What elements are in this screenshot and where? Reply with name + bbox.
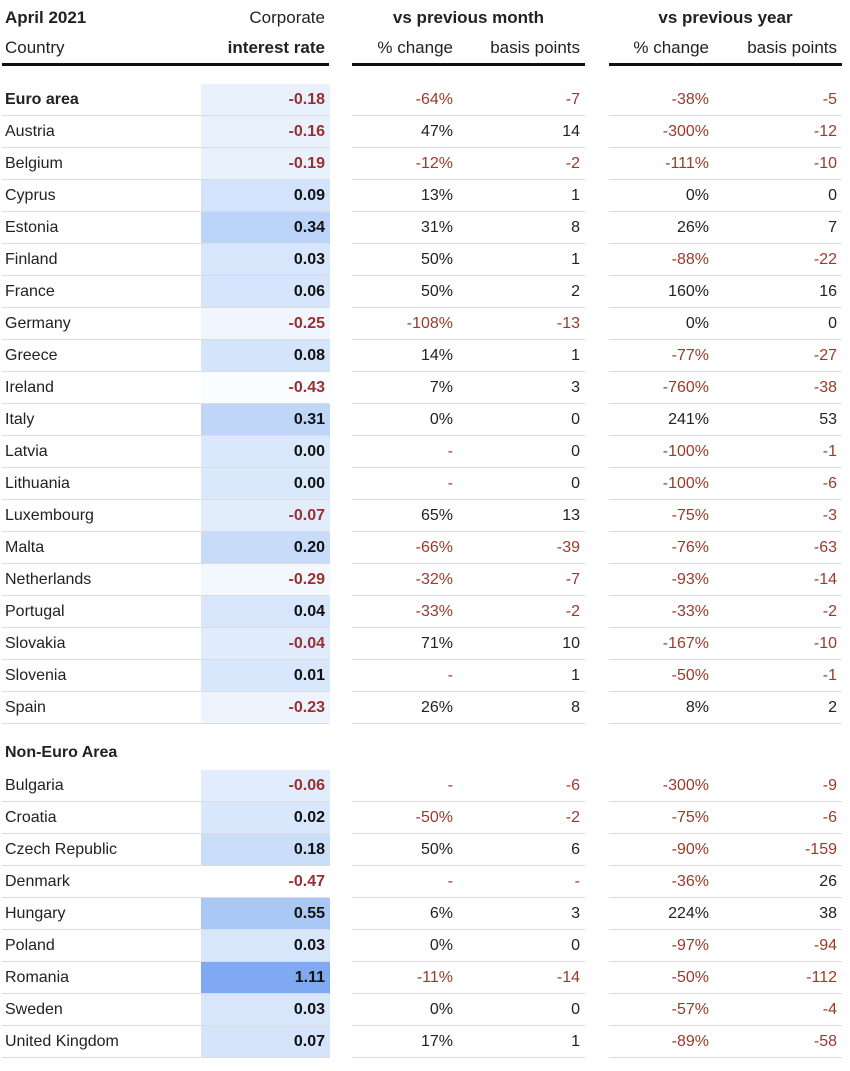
month-pct-change: 0%: [429, 411, 453, 428]
table-row: [0, 532, 850, 564]
row-divider-month: [352, 1057, 585, 1058]
year-basis-points: -94: [813, 937, 837, 954]
month-basis-points: 2: [571, 283, 580, 300]
month-pct-change: -: [447, 667, 453, 684]
year-basis-points: 2: [828, 699, 837, 716]
year-pct-change: -75%: [671, 507, 709, 524]
row-divider-left: [2, 1057, 329, 1058]
country-name: France: [5, 283, 55, 300]
interest-rate: 0.06: [293, 283, 325, 300]
table-row: [0, 372, 850, 404]
header-rule-left: [2, 63, 329, 66]
row-divider-year: [609, 723, 842, 724]
month-pct-change: 50%: [420, 841, 453, 858]
month-basis-points-header: basis points: [490, 38, 580, 57]
table-row: [0, 212, 850, 244]
country-name: Euro area: [5, 91, 79, 108]
rate-header-line1: Corporate: [249, 8, 325, 27]
country-name: Italy: [5, 411, 35, 428]
interest-rate: 0.34: [293, 219, 325, 236]
interest-rate: -0.04: [288, 635, 325, 652]
country-name: Slovakia: [5, 635, 66, 652]
month-pct-change: 65%: [420, 507, 453, 524]
month-pct-change: 7%: [429, 379, 453, 396]
month-pct-change: 50%: [420, 251, 453, 268]
country-name: Poland: [5, 937, 55, 954]
month-basis-points: 1: [571, 187, 580, 204]
table-row: [0, 628, 850, 660]
year-pct-change: -90%: [671, 841, 709, 858]
country-name: Czech Republic: [5, 841, 118, 858]
table-row: [0, 866, 850, 898]
month-basis-points: 1: [571, 347, 580, 364]
country-name: Croatia: [5, 809, 57, 826]
interest-rate: 0.09: [293, 187, 325, 204]
interest-rate: 0.18: [293, 841, 325, 858]
table-row: [0, 770, 850, 802]
table-row: [0, 802, 850, 834]
interest-rate: -0.07: [288, 507, 325, 524]
country-name: Greece: [5, 347, 58, 364]
interest-rate: -0.29: [288, 571, 325, 588]
year-basis-points: 26: [819, 873, 837, 890]
country-column-header: Country: [5, 38, 65, 57]
interest-rate: -0.16: [288, 123, 325, 140]
country-name: Malta: [5, 539, 45, 556]
year-basis-points: 53: [819, 411, 837, 428]
year-pct-change: -100%: [662, 475, 709, 492]
month-basis-points: 0: [571, 937, 580, 954]
year-pct-change: 26%: [676, 219, 709, 236]
table-row: [0, 84, 850, 116]
country-name: Cyprus: [5, 187, 56, 204]
year-basis-points: 0: [828, 187, 837, 204]
year-basis-points: -63: [813, 539, 837, 556]
country-name: Slovenia: [5, 667, 67, 684]
month-basis-points: 0: [571, 1001, 580, 1018]
table-row: [0, 1026, 850, 1058]
country-name: Romania: [5, 969, 70, 986]
month-pct-change: -33%: [415, 603, 453, 620]
vs-previous-year-header: vs previous year: [658, 8, 793, 27]
table-row: [0, 244, 850, 276]
table-row: [0, 148, 850, 180]
table-row: [0, 994, 850, 1026]
row-divider-month: [352, 723, 585, 724]
month-pct-change: -12%: [415, 155, 453, 172]
month-pct-change: 0%: [429, 1001, 453, 1018]
month-pct-change: -32%: [415, 571, 453, 588]
month-basis-points: 8: [571, 699, 580, 716]
year-basis-points: -2: [822, 603, 837, 620]
year-basis-points: -4: [822, 1001, 837, 1018]
month-basis-points: 13: [562, 507, 580, 524]
year-basis-points: -5: [822, 91, 837, 108]
month-basis-points: -7: [565, 571, 580, 588]
year-basis-points: -1: [822, 443, 837, 460]
month-pct-change: 50%: [420, 283, 453, 300]
year-basis-points: -6: [822, 809, 837, 826]
month-pct-change: -50%: [415, 809, 453, 826]
month-basis-points: 10: [562, 635, 580, 652]
year-pct-change: -36%: [671, 873, 709, 890]
year-pct-change: -111%: [665, 155, 709, 172]
country-name: Portugal: [5, 603, 65, 620]
table-row: [0, 692, 850, 724]
month-basis-points: -14: [556, 969, 580, 986]
country-name: Ireland: [5, 379, 54, 396]
month-pct-change: 6%: [429, 905, 453, 922]
month-pct-change: 0%: [429, 937, 453, 954]
table-row: [0, 930, 850, 962]
table-row: [0, 596, 850, 628]
vs-previous-month-header: vs previous month: [392, 8, 545, 27]
table-row: [0, 276, 850, 308]
year-basis-points: -14: [813, 571, 837, 588]
interest-rate: -0.47: [288, 873, 325, 890]
month-basis-points: 3: [571, 905, 580, 922]
month-pct-change: -: [447, 873, 453, 890]
interest-rate: 0.08: [293, 347, 325, 364]
year-basis-points: -27: [813, 347, 837, 364]
country-name: Finland: [5, 251, 58, 268]
header-rule-month: [352, 63, 585, 66]
interest-rate: 0.01: [293, 667, 325, 684]
month-basis-points: 14: [562, 123, 580, 140]
interest-rate: 0.31: [293, 411, 325, 428]
month-pct-change: -: [447, 475, 453, 492]
interest-rate: -0.43: [288, 379, 325, 396]
month-pct-change: -: [447, 777, 453, 794]
year-basis-points: -38: [813, 379, 837, 396]
month-pct-change: 17%: [420, 1033, 453, 1050]
table-row: [0, 340, 850, 372]
year-pct-change: -57%: [671, 1001, 709, 1018]
year-pct-change: -760%: [662, 379, 709, 396]
year-pct-change: -50%: [671, 969, 709, 986]
month-pct-change: 31%: [420, 219, 453, 236]
month-pct-change: -11%: [416, 969, 453, 986]
year-basis-points: -10: [813, 635, 837, 652]
year-basis-points: -10: [813, 155, 837, 172]
month-basis-points: -6: [565, 777, 580, 794]
table-row: [0, 468, 850, 500]
interest-rate: 0.03: [293, 1001, 325, 1018]
month-basis-points: -13: [556, 315, 580, 332]
table-row: [0, 116, 850, 148]
year-pct-change: -75%: [671, 809, 709, 826]
month-basis-points: -7: [565, 91, 580, 108]
year-basis-points: -1: [822, 667, 837, 684]
month-pct-change: -66%: [415, 539, 453, 556]
month-basis-points: -2: [565, 809, 580, 826]
year-basis-points: 7: [828, 219, 837, 236]
country-name: Hungary: [5, 905, 66, 922]
year-basis-points: 38: [819, 905, 837, 922]
interest-rate: 0.03: [293, 937, 325, 954]
month-basis-points: -: [574, 873, 580, 890]
country-name: Belgium: [5, 155, 63, 172]
month-basis-points: 0: [571, 411, 580, 428]
month-basis-points: 1: [571, 1033, 580, 1050]
country-name: Denmark: [5, 873, 70, 890]
month-basis-points: -2: [565, 155, 580, 172]
table-row: [0, 962, 850, 994]
table-row: [0, 898, 850, 930]
month-pct-change: -108%: [406, 315, 453, 332]
year-pct-change: -100%: [662, 443, 709, 460]
year-basis-points: -58: [813, 1033, 837, 1050]
month-basis-points: 1: [571, 667, 580, 684]
table-row: [0, 308, 850, 340]
year-pct-change: -50%: [671, 667, 709, 684]
year-pct-change: 241%: [668, 411, 709, 428]
year-pct-change: -167%: [662, 635, 709, 652]
rate-header-line2: interest rate: [227, 38, 325, 57]
country-name: United Kingdom: [5, 1033, 119, 1050]
interest-rate: -0.18: [288, 91, 325, 108]
month-pct-change: 71%: [420, 635, 453, 652]
interest-rate: 0.20: [293, 539, 325, 556]
table-row: [0, 436, 850, 468]
country-name: Germany: [5, 315, 71, 332]
interest-rate: -0.23: [288, 699, 325, 716]
month-pct-change: -: [447, 443, 453, 460]
month-basis-points: 6: [571, 841, 580, 858]
year-pct-change: -77%: [671, 347, 709, 364]
year-pct-change: 0%: [685, 315, 709, 332]
table-row: [0, 404, 850, 436]
interest-rate: 0.02: [293, 809, 325, 826]
month-basis-points: 3: [571, 379, 580, 396]
interest-rate: 0.00: [293, 475, 325, 492]
year-basis-points: -6: [822, 475, 837, 492]
country-name: Lithuania: [5, 475, 70, 492]
year-pct-change: 224%: [668, 905, 709, 922]
interest-rate: -0.25: [288, 315, 325, 332]
table-row: [0, 180, 850, 212]
month-pct-change: -64%: [415, 91, 453, 108]
year-pct-change: -93%: [671, 571, 709, 588]
year-pct-change: 160%: [668, 283, 709, 300]
year-pct-change: -300%: [662, 123, 709, 140]
section-title: Non-Euro Area: [5, 744, 118, 761]
interest-rate: 0.07: [293, 1033, 325, 1050]
year-basis-points: 0: [828, 315, 837, 332]
interest-rate: 0.04: [293, 603, 325, 620]
header-rule-year: [609, 63, 842, 66]
table-row: [0, 660, 850, 692]
year-pct-change: -89%: [671, 1033, 709, 1050]
year-basis-points: -112: [806, 969, 837, 986]
interest-rate: -0.06: [288, 777, 325, 794]
period-label: April 2021: [5, 8, 87, 27]
year-pct-change: 0%: [685, 187, 709, 204]
year-basis-points: -3: [822, 507, 837, 524]
table-row: [0, 500, 850, 532]
month-basis-points: -39: [556, 539, 580, 556]
country-name: Latvia: [5, 443, 48, 460]
year-basis-points: -12: [813, 123, 837, 140]
country-name: Luxembourg: [5, 507, 94, 524]
country-name: Austria: [5, 123, 55, 140]
month-basis-points: 8: [571, 219, 580, 236]
month-basis-points: 1: [571, 251, 580, 268]
country-name: Spain: [5, 699, 46, 716]
month-basis-points: -2: [565, 603, 580, 620]
interest-rate: 1.11: [294, 969, 325, 986]
table-row: [0, 834, 850, 866]
country-name: Bulgaria: [5, 777, 64, 794]
month-pct-change: 14%: [420, 347, 453, 364]
year-pct-change-header: % change: [633, 38, 709, 57]
table-row: [0, 564, 850, 596]
year-pct-change: -38%: [671, 91, 709, 108]
year-pct-change: -300%: [662, 777, 709, 794]
year-pct-change: -88%: [671, 251, 709, 268]
year-basis-points-header: basis points: [747, 38, 837, 57]
row-divider-year: [609, 1057, 842, 1058]
interest-rate: 0.03: [293, 251, 325, 268]
year-basis-points: -22: [813, 251, 837, 268]
month-basis-points: 0: [571, 443, 580, 460]
row-divider-left: [2, 723, 329, 724]
year-basis-points: -159: [804, 841, 837, 858]
month-pct-change: 13%: [420, 187, 453, 204]
month-pct-change-header: % change: [377, 38, 453, 57]
interest-rate: 0.55: [293, 905, 325, 922]
month-basis-points: 0: [571, 475, 580, 492]
year-pct-change: -76%: [671, 539, 709, 556]
interest-rate: -0.19: [288, 155, 325, 172]
interest-rate: 0.00: [293, 443, 325, 460]
country-name: Estonia: [5, 219, 59, 236]
country-name: Sweden: [5, 1001, 63, 1018]
country-name: Netherlands: [5, 571, 92, 588]
month-pct-change: 47%: [420, 123, 453, 140]
year-pct-change: -97%: [671, 937, 709, 954]
year-basis-points: -9: [822, 777, 837, 794]
month-pct-change: 26%: [420, 699, 453, 716]
year-pct-change: -33%: [671, 603, 709, 620]
year-basis-points: 16: [819, 283, 837, 300]
year-pct-change: 8%: [685, 699, 709, 716]
